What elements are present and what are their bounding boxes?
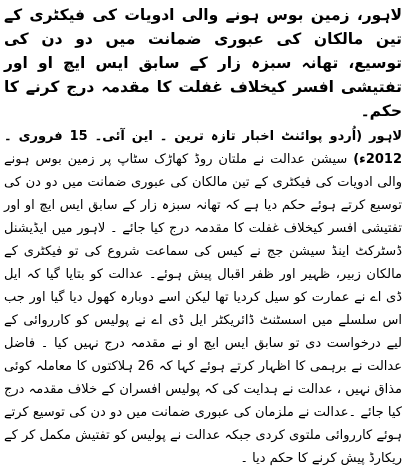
article-body: [4, 125, 402, 470]
article-body-text: سیشن عدالت نے ملتان روڈ کھاڑک سٹاپ پر زمین بوس ہونے والی ادویات کی فیکٹری کے تین مالکان کی عبوری ضمانت میں دو دن کی توسیع کرتے ہوئے حکم دیا ہے کہ تھانہ سبزہ زار کے سابق ایس ایچ او اور تفتیشی افسر کیخلاف غفلت کا مقدمہ درج کیا جائے ۔ لاہور میں ایڈیشنل ڈسٹرکٹ اینڈ سیشن جج نے کیس کی سماعت شروع کی تو فیکٹری کے مالکان زبیر، ظہیر اور ظفر اقبال پیش ہوئے۔ عدالت کو بتایا گیا کہ ایل ڈی اے نے عمارت کو سیل کردیا تھا لیکن اسے دوبارہ کھول دیا گیا اور جب اس سلسلے میں اسسٹنٹ ڈائریکٹر ایل ڈی اے نے پولیس کو کارروائی کے لیے درخواست دی تو سابق ایس ایچ او نے مقدمہ درج نہیں کیا ۔ فاضل عدالت نے برہمی کا اظہار کرتے ہوئے کہا کہ 26 ہلاکتوں کا معاملہ کوئی مذاق نہیں ، عدالت نے ہدایت کی کہ پولیس افسران کے خلاف مقدمہ درج کیا جائے ۔عدالت نے ملزمان کی عبوری ضمانت میں دو دن کی توسیع کرتے ہوئے کارروائی ملتوی کردی جبکہ عدالت نے پولیس کو تفتیش مکمل کر کے ریکارڈ پیش کرنے کا حکم دیا ۔: [4, 152, 402, 466]
news-article: [4, 3, 403, 466]
article-dateline: لاہور (اُردو پوائنٹ اخبار تازہ ترین ۔ این آئی۔ 15 فروری ۔2012ء): [4, 129, 403, 167]
article-headline: لاہور، زمین بوس ہونے والی ادویات کی فیکٹری کے تین مالکان کی عبوری ضمانت میں دو دن کی توسیع، تھانہ سبزہ زار کے سابق ایس ایچ او اور تفتیشی افسر کیخلاف غفلت کا مقدمہ درج کرنے کا حکم۔: [4, 6, 402, 120]
